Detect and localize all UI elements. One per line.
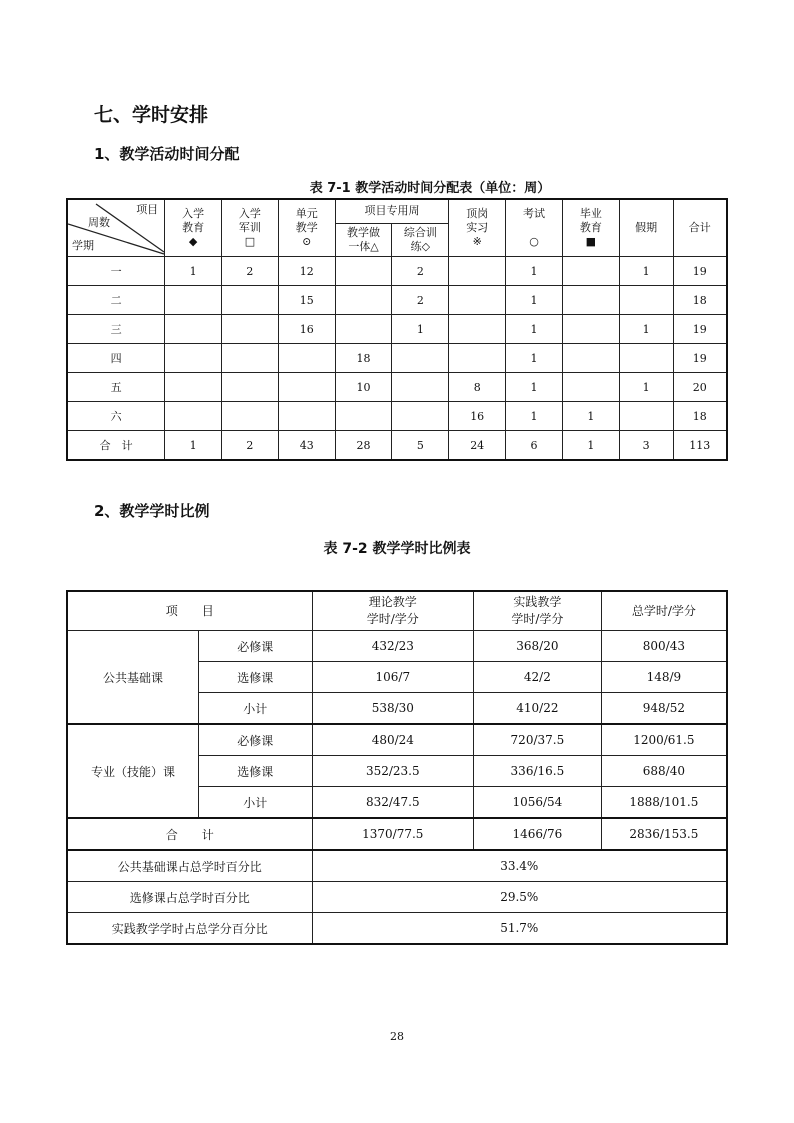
week-cell: 2: [222, 431, 279, 461]
term-cell: 六: [67, 402, 165, 431]
week-cell: 19: [673, 315, 727, 344]
ratio-value: 33.4%: [312, 850, 727, 882]
sum-practice: 1466/76: [474, 818, 602, 850]
week-cell: 18: [335, 344, 392, 373]
week-cell: [449, 344, 506, 373]
week-cell: [222, 402, 279, 431]
week-cell: 15: [278, 286, 335, 315]
corner-label-term: 学期: [72, 239, 94, 252]
term-cell: 三: [67, 315, 165, 344]
column-header-text: 单元: [295, 207, 318, 220]
column-header-text: 入学: [182, 207, 205, 220]
group-header-project-weeks: 项目专用周: [335, 199, 449, 223]
week-cell: 19: [673, 257, 727, 286]
sum-row: [67, 818, 727, 850]
course-type-cell: 小计: [199, 693, 313, 725]
week-cell: [449, 315, 506, 344]
practice-header: [474, 591, 602, 631]
week-cell: 10: [335, 373, 392, 402]
total-cell: 1888/101.5: [601, 787, 727, 819]
column-header-text: 入学: [238, 207, 261, 220]
column-symbol: □: [244, 235, 256, 248]
week-cell: 2: [392, 286, 449, 315]
week-cell: 1: [562, 431, 619, 461]
column-header-text: 军训: [238, 221, 261, 234]
sum-total: 2836/153.5: [601, 818, 727, 850]
week-cell: [335, 315, 392, 344]
column-header-text: 合计: [688, 221, 711, 234]
header-line: 学时/学分: [511, 612, 564, 626]
week-cell: 1: [619, 373, 673, 402]
table-row: [67, 257, 727, 286]
week-cell: [392, 402, 449, 431]
item-header: 项 目: [67, 591, 312, 631]
theory-header: [312, 591, 474, 631]
column-header-text: 综合训: [403, 225, 437, 239]
course-group-cell: 专业（技能）课: [67, 724, 199, 818]
table-row: [67, 344, 727, 373]
course-type-cell: 小计: [199, 787, 313, 819]
week-cell: [165, 373, 222, 402]
table-row: [67, 286, 727, 315]
week-cell: 24: [449, 431, 506, 461]
week-cell: 1: [506, 373, 563, 402]
theory-cell: 480/24: [312, 724, 474, 756]
week-cell: [278, 344, 335, 373]
week-cell: [222, 344, 279, 373]
week-cell: 5: [392, 431, 449, 461]
ratio-row: [67, 913, 727, 945]
term-cell: 合 计: [67, 431, 165, 461]
subsection-heading-2: 2、教学学时比例: [94, 502, 210, 520]
week-cell: [562, 286, 619, 315]
column-header: [392, 223, 449, 256]
table1-caption: 表 7-1 教学活动时间分配表（单位：周）: [309, 181, 551, 196]
week-cell: 16: [449, 402, 506, 431]
week-cell: [392, 373, 449, 402]
column-header-text: 考试: [523, 207, 546, 220]
course-type-cell: 选修课: [199, 756, 313, 787]
week-cell: [619, 286, 673, 315]
theory-cell: 432/23: [312, 631, 474, 662]
column-header-text: 练◇: [410, 239, 431, 253]
week-cell: [222, 373, 279, 402]
total-cell: 148/9: [601, 662, 727, 693]
table-row: [67, 315, 727, 344]
week-cell: 1: [506, 402, 563, 431]
header-line: 实践教学: [513, 595, 562, 609]
week-cell: [165, 286, 222, 315]
sum-label: 合 计: [67, 818, 312, 850]
ratio-label: 选修课占总学时百分比: [67, 882, 312, 913]
table-row: [67, 631, 727, 662]
week-cell: [449, 286, 506, 315]
week-cell: 20: [673, 373, 727, 402]
week-cell: [619, 402, 673, 431]
corner-cell: [67, 199, 165, 257]
week-cell: 2: [222, 257, 279, 286]
total-cell: 688/40: [601, 756, 727, 787]
week-cell: [165, 315, 222, 344]
week-cell: [449, 257, 506, 286]
week-cell: 18: [673, 286, 727, 315]
week-cell: 16: [278, 315, 335, 344]
column-header-text: 实习: [466, 221, 489, 234]
week-cell: [392, 344, 449, 373]
week-cell: 8: [449, 373, 506, 402]
column-header: [449, 199, 506, 257]
week-cell: 1: [506, 286, 563, 315]
week-cell: [222, 286, 279, 315]
column-symbol: ⊙: [302, 235, 312, 248]
week-cell: 12: [278, 257, 335, 286]
course-type-cell: 必修课: [199, 631, 313, 662]
corner-label-item: 项目: [136, 203, 159, 216]
week-cell: [335, 402, 392, 431]
subsection-heading-1: 1、教学活动时间分配: [94, 145, 240, 163]
week-cell: 1: [165, 431, 222, 461]
course-type-cell: 必修课: [199, 724, 313, 756]
theory-cell: 538/30: [312, 693, 474, 725]
practice-cell: 1056/54: [474, 787, 602, 819]
week-cell: 43: [278, 431, 335, 461]
week-cell: 1: [392, 315, 449, 344]
theory-cell: 352/23.5: [312, 756, 474, 787]
term-cell: 一: [67, 257, 165, 286]
week-cell: 18: [673, 402, 727, 431]
week-cell: [562, 344, 619, 373]
week-cell: [335, 257, 392, 286]
credit-ratio-table: [66, 590, 728, 945]
practice-cell: 720/37.5: [474, 724, 602, 756]
column-symbol: ◆: [188, 235, 198, 248]
week-cell: [278, 373, 335, 402]
column-header-text: 教育: [579, 221, 602, 234]
week-cell: 28: [335, 431, 392, 461]
course-group-cell: 公共基础课: [67, 631, 199, 725]
column-header-text: 顶岗: [466, 207, 489, 220]
week-cell: [278, 402, 335, 431]
ratio-row: [67, 850, 727, 882]
header-line: 理论教学: [368, 595, 417, 609]
section-heading: 七、学时安排: [94, 104, 209, 126]
week-cell: [165, 344, 222, 373]
theory-cell: 106/7: [312, 662, 474, 693]
column-header: [562, 199, 619, 257]
week-cell: [562, 315, 619, 344]
week-cell: 1: [562, 402, 619, 431]
column-header-text: 教育: [182, 221, 205, 234]
column-header-text: 教学做: [347, 225, 381, 239]
sum-theory: 1370/77.5: [312, 818, 474, 850]
practice-cell: 368/20: [474, 631, 602, 662]
total-cell: 948/52: [601, 693, 727, 725]
corner-label-weeks: 周数: [88, 216, 110, 229]
teaching-activity-table: [66, 198, 728, 461]
column-header: [506, 199, 563, 257]
week-cell: 1: [165, 257, 222, 286]
table2-caption: 表 7-2 教学学时比例表: [323, 541, 471, 557]
column-header-text: 教学: [295, 221, 318, 234]
week-cell: 2: [392, 257, 449, 286]
table-row: [67, 431, 727, 461]
practice-cell: 336/16.5: [474, 756, 602, 787]
total-cell: 1200/61.5: [601, 724, 727, 756]
table-row: [67, 373, 727, 402]
column-header-text: 一体△: [348, 239, 379, 253]
week-cell: [222, 315, 279, 344]
total-header: 总学时/学分: [601, 591, 727, 631]
practice-cell: 410/22: [474, 693, 602, 725]
ratio-value: 51.7%: [312, 913, 727, 945]
total-cell: 800/43: [601, 631, 727, 662]
practice-cell: 42/2: [474, 662, 602, 693]
column-symbol: ■: [585, 235, 597, 248]
table-row: [67, 724, 727, 756]
ratio-label: 实践教学学时占总学分百分比: [67, 913, 312, 945]
table-row: [67, 402, 727, 431]
week-cell: 113: [673, 431, 727, 461]
column-header: [278, 199, 335, 257]
theory-cell: 832/47.5: [312, 787, 474, 819]
term-cell: 二: [67, 286, 165, 315]
term-cell: 五: [67, 373, 165, 402]
week-cell: 19: [673, 344, 727, 373]
week-cell: 1: [506, 257, 563, 286]
ratio-value: 29.5%: [312, 882, 727, 913]
page-number: 28: [390, 1030, 404, 1043]
column-header-text: 假期: [635, 221, 658, 234]
column-header: [335, 223, 392, 256]
header-line: 学时/学分: [366, 612, 419, 626]
column-header: [673, 199, 727, 257]
column-symbol: ○: [529, 235, 539, 248]
course-type-cell: 选修课: [199, 662, 313, 693]
week-cell: [619, 344, 673, 373]
column-header: [165, 199, 222, 257]
column-symbol: ※: [472, 235, 482, 248]
week-cell: 1: [619, 315, 673, 344]
week-cell: [335, 286, 392, 315]
column-header: [222, 199, 279, 257]
week-cell: [165, 402, 222, 431]
ratio-row: [67, 882, 727, 913]
week-cell: 3: [619, 431, 673, 461]
column-header-text: 毕业: [579, 207, 602, 220]
table1-header-row: [67, 199, 727, 223]
week-cell: [562, 373, 619, 402]
ratio-label: 公共基础课占总学时百分比: [67, 850, 312, 882]
week-cell: [562, 257, 619, 286]
table2-header-row: [67, 591, 727, 631]
week-cell: 1: [506, 315, 563, 344]
column-header: [619, 199, 673, 257]
week-cell: 1: [619, 257, 673, 286]
week-cell: 1: [506, 344, 563, 373]
term-cell: 四: [67, 344, 165, 373]
week-cell: 6: [506, 431, 563, 461]
